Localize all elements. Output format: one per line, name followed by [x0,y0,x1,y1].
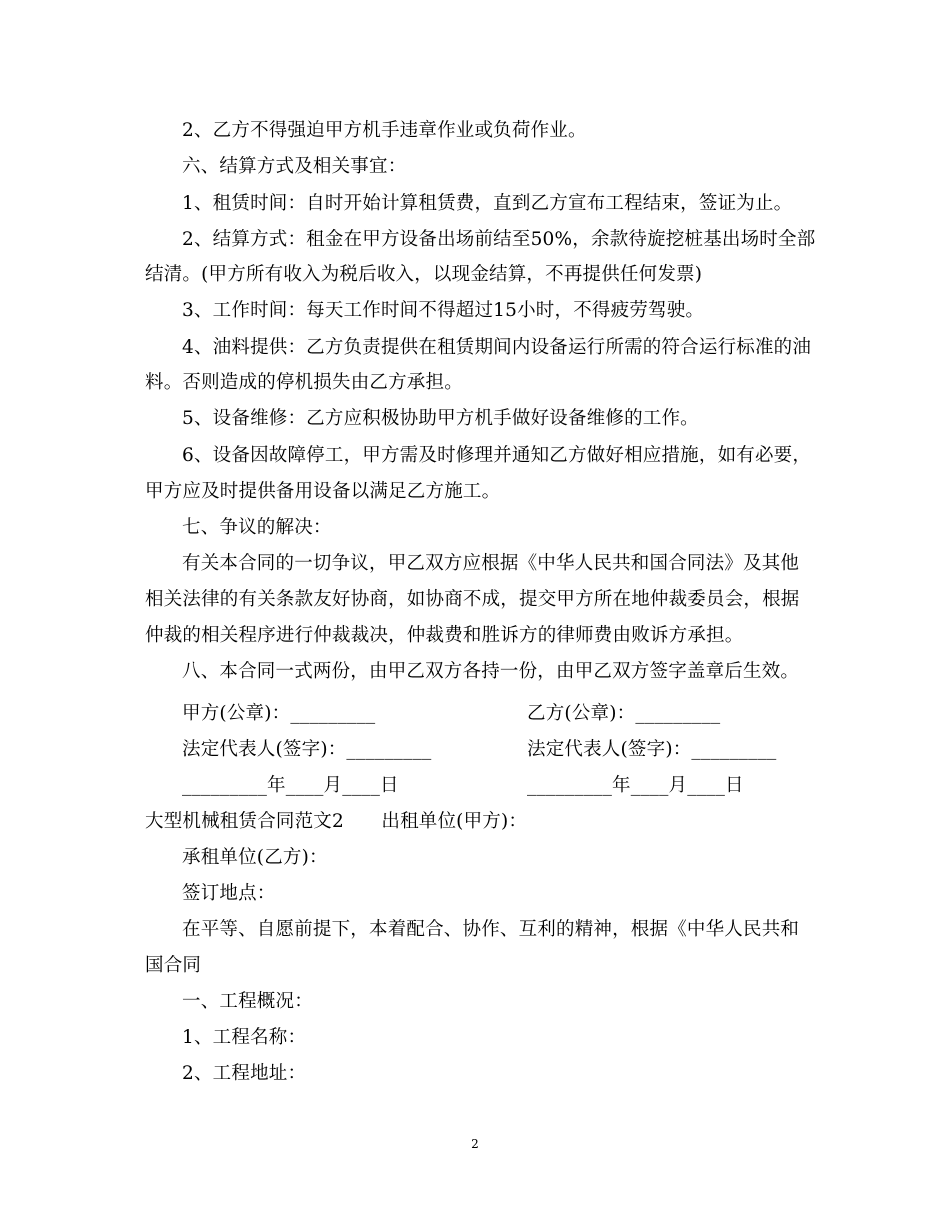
paragraph-line: 签订地点： [182,883,276,904]
paragraph-line: 料。否则造成的停机损失由乙方承担。 [145,372,463,393]
party-a-date: _________年____月____日 [182,775,399,796]
party-a-seal: 甲方(公章)：_________ [182,703,376,724]
paragraph-line: 有关本合同的一切争议，甲乙双方应根据《中华人民共和国合同法》及其他 [182,553,800,574]
paragraph-line: 1、工程名称： [182,1027,307,1048]
paragraph-line: 5、设备维修：乙方应积极协助甲方机手做好设备维修的工作。 [182,408,699,429]
paragraph-line: 在平等、自愿前提下，本着配合、协作、互利的精神，根据《中华人民共和 [182,919,800,940]
paragraph-line: 4、油料提供：乙方负责提供在租赁期间内设备运行所需的符合运行标准的油 [182,337,812,358]
section-heading: 六、结算方式及相关事宜： [182,156,407,177]
paragraph-line: 结清。(甲方所有收入为税后收入，以现金结算，不再提供任何发票) [145,264,703,285]
paragraph-line: 3、工作时间：每天工作时间不得超过15小时，不得疲劳驾驶。 [182,300,705,321]
paragraph-line: 承租单位(乙方)： [182,847,328,868]
paragraph-line: 2、工程地址： [182,1063,307,1084]
party-a-representative: 法定代表人(签字)：_________ [182,739,432,760]
section-heading: 七、争议的解决： [182,517,332,538]
paragraph-line: 仲裁的相关程序进行仲裁裁决，仲裁费和胜诉方的律师费由败诉方承担。 [145,625,744,646]
paragraph-line: 八、本合同一式两份，由甲乙双方各持一份，由甲乙双方签字盖章后生效。 [182,661,800,682]
document-title-line: 大型机械租赁合同范文2 出租单位(甲方)： [145,811,528,832]
paragraph-line: 国合同 [145,955,202,976]
paragraph-line: 2、乙方不得强迫甲方机手违章作业或负荷作业。 [182,120,587,141]
paragraph-line: 1、租赁时间：自时开始计算租赁费，直到乙方宣布工程结束，签证为止。 [182,193,793,214]
party-b-representative: 法定代表人(签字)：_________ [527,739,777,760]
page-number: 2 [471,1137,479,1151]
paragraph-line: 甲方应及时提供备用设备以满足乙方施工。 [145,481,501,502]
party-b-date: _________年____月____日 [527,775,744,796]
paragraph-line: 相关法律的有关条款友好协商，如协商不成，提交甲方所在地仲裁委员会，根据 [145,589,800,610]
section-heading: 一、工程概况： [182,991,313,1012]
party-b-seal: 乙方(公章)：_________ [527,703,721,724]
paragraph-line: 2、结算方式：租金在甲方设备出场前结至50%，余款待旋挖桩基出场时全部 [182,229,816,250]
paragraph-line: 6、设备因故障停工，甲方需及时修理并通知乙方做好相应措施，如有必要， [182,445,812,466]
